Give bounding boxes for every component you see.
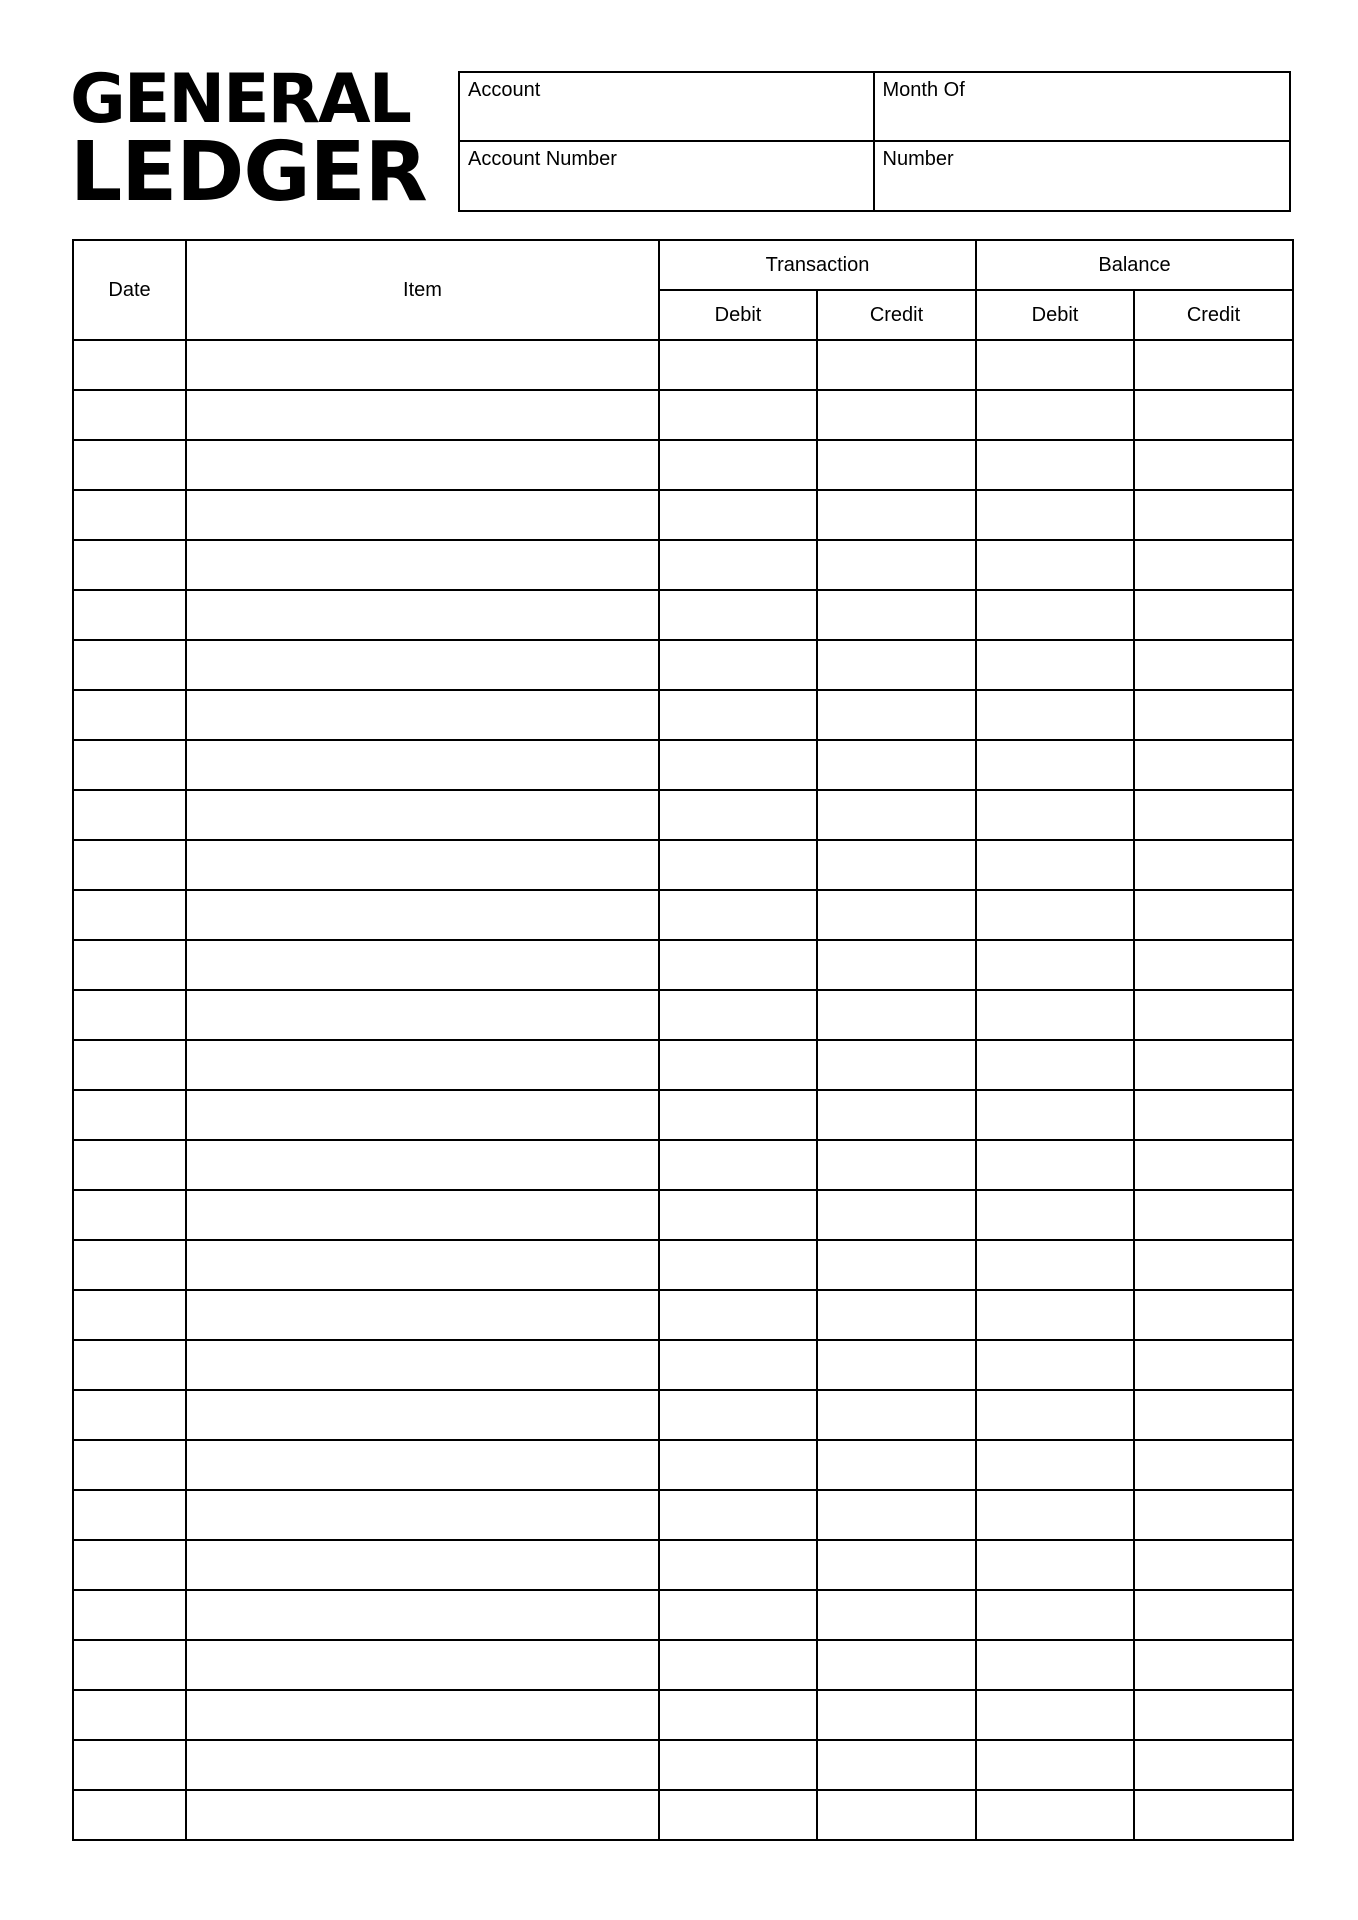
item-cell[interactable]: [186, 1090, 659, 1140]
date-cell[interactable]: [73, 640, 186, 690]
balance-credit-cell[interactable]: [1134, 1690, 1293, 1740]
ledger-row: [73, 1140, 1293, 1190]
transaction-credit-cell[interactable]: [817, 840, 976, 890]
balance-debit-cell[interactable]: [976, 1240, 1134, 1290]
balance-credit-cell[interactable]: [1134, 1290, 1293, 1340]
item-cell[interactable]: [186, 940, 659, 990]
transaction-debit-cell[interactable]: [659, 1640, 817, 1690]
transaction-debit-cell[interactable]: [659, 1040, 817, 1090]
ledger-row: [73, 1540, 1293, 1590]
header-transaction: Transaction: [659, 240, 976, 290]
balance-debit-cell[interactable]: [976, 1140, 1134, 1190]
item-cell[interactable]: [186, 1390, 659, 1440]
balance-credit-cell[interactable]: [1134, 1590, 1293, 1640]
transaction-debit-cell[interactable]: [659, 740, 817, 790]
ledger-row: [73, 740, 1293, 790]
transaction-debit-cell[interactable]: [659, 590, 817, 640]
date-cell[interactable]: [73, 1590, 186, 1640]
transaction-debit-cell[interactable]: [659, 1490, 817, 1540]
transaction-credit-cell[interactable]: [817, 1440, 976, 1490]
date-cell[interactable]: [73, 490, 186, 540]
ledger-body: [73, 340, 1293, 1840]
item-cell[interactable]: [186, 440, 659, 490]
item-cell[interactable]: [186, 640, 659, 690]
item-cell[interactable]: [186, 1490, 659, 1540]
item-cell[interactable]: [186, 690, 659, 740]
item-cell[interactable]: [186, 990, 659, 1040]
balance-debit-cell[interactable]: [976, 1540, 1134, 1590]
date-cell[interactable]: [73, 1240, 186, 1290]
month-of-label: Month Of: [882, 79, 965, 101]
ledger-row: [73, 440, 1293, 490]
transaction-debit-cell[interactable]: [659, 1140, 817, 1190]
ledger-row: [73, 1390, 1293, 1440]
balance-debit-cell[interactable]: [976, 1490, 1134, 1540]
ledger-row: [73, 1790, 1293, 1840]
date-cell[interactable]: [73, 540, 186, 590]
item-cell[interactable]: [186, 1690, 659, 1740]
transaction-credit-cell[interactable]: [817, 1740, 976, 1790]
balance-credit-cell[interactable]: [1134, 1540, 1293, 1590]
transaction-credit-cell[interactable]: [817, 1790, 976, 1840]
ledger-row: [73, 1690, 1293, 1740]
balance-debit-cell[interactable]: [976, 440, 1134, 490]
date-cell[interactable]: [73, 890, 186, 940]
ledger-row: [73, 590, 1293, 640]
balance-debit-cell[interactable]: [976, 1340, 1134, 1390]
ledger-row: [73, 390, 1293, 440]
balance-debit-cell[interactable]: [976, 1390, 1134, 1440]
item-cell[interactable]: [186, 1290, 659, 1340]
ledger-row: [73, 1190, 1293, 1240]
account-field[interactable]: [460, 73, 875, 142]
account-number-field[interactable]: [460, 142, 875, 211]
transaction-credit-cell[interactable]: [817, 540, 976, 590]
transaction-debit-cell[interactable]: [659, 1090, 817, 1140]
balance-credit-cell[interactable]: [1134, 490, 1293, 540]
transaction-debit-cell[interactable]: [659, 1190, 817, 1240]
balance-debit-cell[interactable]: [976, 1640, 1134, 1690]
date-cell[interactable]: [73, 590, 186, 640]
transaction-debit-cell[interactable]: [659, 890, 817, 940]
date-cell[interactable]: [73, 1140, 186, 1190]
balance-credit-cell[interactable]: [1134, 1190, 1293, 1240]
transaction-debit-cell[interactable]: [659, 540, 817, 590]
date-cell[interactable]: [73, 1690, 186, 1740]
balance-debit-cell[interactable]: [976, 640, 1134, 690]
item-cell[interactable]: [186, 1140, 659, 1190]
balance-credit-cell[interactable]: [1134, 740, 1293, 790]
balance-debit-cell[interactable]: [976, 890, 1134, 940]
balance-debit-cell[interactable]: [976, 1790, 1134, 1840]
transaction-debit-cell[interactable]: [659, 440, 817, 490]
balance-debit-cell[interactable]: [976, 940, 1134, 990]
balance-debit-cell[interactable]: [976, 1590, 1134, 1640]
ledger-row: [73, 1340, 1293, 1390]
transaction-credit-cell[interactable]: [817, 1590, 976, 1640]
transaction-credit-cell[interactable]: [817, 590, 976, 640]
ledger-row: [73, 890, 1293, 940]
date-cell[interactable]: [73, 690, 186, 740]
transaction-credit-cell[interactable]: [817, 940, 976, 990]
item-cell[interactable]: [186, 390, 659, 440]
item-cell[interactable]: [186, 1740, 659, 1790]
date-cell[interactable]: [73, 1490, 186, 1540]
ledger-row: [73, 1740, 1293, 1790]
transaction-debit-cell[interactable]: [659, 490, 817, 540]
balance-debit-cell[interactable]: [976, 1290, 1134, 1340]
ledger-row: [73, 640, 1293, 690]
balance-debit-cell[interactable]: [976, 690, 1134, 740]
transaction-debit-cell[interactable]: [659, 690, 817, 740]
date-cell[interactable]: [73, 1040, 186, 1090]
transaction-credit-cell[interactable]: [817, 890, 976, 940]
header-balance-credit: Credit: [1134, 290, 1293, 340]
balance-credit-cell[interactable]: [1134, 590, 1293, 640]
ledger-row: [73, 840, 1293, 890]
ledger-row: [73, 940, 1293, 990]
item-cell[interactable]: [186, 1440, 659, 1490]
date-cell[interactable]: [73, 1340, 186, 1390]
transaction-debit-cell[interactable]: [659, 1690, 817, 1740]
transaction-debit-cell[interactable]: [659, 1740, 817, 1790]
balance-credit-cell[interactable]: [1134, 690, 1293, 740]
transaction-credit-cell[interactable]: [817, 1290, 976, 1340]
transaction-debit-cell[interactable]: [659, 1390, 817, 1440]
transaction-debit-cell[interactable]: [659, 1340, 817, 1390]
transaction-debit-cell[interactable]: [659, 1440, 817, 1490]
item-cell[interactable]: [186, 840, 659, 890]
balance-credit-cell[interactable]: [1134, 1790, 1293, 1840]
balance-credit-cell[interactable]: [1134, 1140, 1293, 1190]
header-date: Date: [73, 240, 186, 340]
item-cell[interactable]: [186, 540, 659, 590]
balance-debit-cell[interactable]: [976, 490, 1134, 540]
ledger-row: [73, 990, 1293, 1040]
ledger-table: [72, 239, 1294, 1841]
account-number-label: Account Number: [468, 147, 617, 170]
item-cell[interactable]: [186, 1790, 659, 1840]
ledger-row: [73, 1590, 1293, 1640]
item-cell[interactable]: [186, 1540, 659, 1590]
balance-credit-cell[interactable]: [1134, 940, 1293, 990]
transaction-debit-cell[interactable]: [659, 340, 817, 390]
transaction-credit-cell[interactable]: [817, 1540, 976, 1590]
balance-credit-cell[interactable]: [1134, 790, 1293, 840]
balance-debit-cell[interactable]: [976, 1740, 1134, 1790]
transaction-credit-cell[interactable]: [817, 440, 976, 490]
balance-debit-cell[interactable]: [976, 790, 1134, 840]
balance-credit-cell[interactable]: [1134, 440, 1293, 490]
header-transaction-debit: Debit: [659, 290, 817, 340]
transaction-debit-cell[interactable]: [659, 390, 817, 440]
item-cell[interactable]: [186, 1590, 659, 1640]
balance-credit-cell[interactable]: [1134, 1640, 1293, 1690]
item-cell[interactable]: [186, 740, 659, 790]
transaction-credit-cell[interactable]: [817, 740, 976, 790]
transaction-credit-cell[interactable]: [817, 490, 976, 540]
balance-credit-cell[interactable]: [1134, 640, 1293, 690]
date-cell[interactable]: [73, 1090, 186, 1140]
date-cell[interactable]: [73, 740, 186, 790]
item-cell[interactable]: [186, 1040, 659, 1090]
ledger-row: [73, 1440, 1293, 1490]
ledger-row: [73, 540, 1293, 590]
transaction-credit-cell[interactable]: [817, 340, 976, 390]
item-cell[interactable]: [186, 1340, 659, 1390]
ledger-row: [73, 1290, 1293, 1340]
date-cell[interactable]: [73, 1190, 186, 1240]
date-cell[interactable]: [73, 440, 186, 490]
balance-debit-cell[interactable]: [976, 1440, 1134, 1490]
date-cell[interactable]: [73, 1740, 186, 1790]
transaction-credit-cell[interactable]: [817, 1090, 976, 1140]
transaction-debit-cell[interactable]: [659, 790, 817, 840]
date-cell[interactable]: [73, 1540, 186, 1590]
date-cell[interactable]: [73, 790, 186, 840]
account-info-box: [458, 71, 1291, 212]
header-balance: Balance: [976, 240, 1293, 290]
date-cell[interactable]: [73, 940, 186, 990]
date-cell[interactable]: [73, 340, 186, 390]
ledger-row: [73, 1490, 1293, 1540]
ledger-row: [73, 790, 1293, 840]
item-cell[interactable]: [186, 1190, 659, 1240]
date-cell[interactable]: [73, 1790, 186, 1840]
ledger-row: [73, 1640, 1293, 1690]
date-cell[interactable]: [73, 1640, 186, 1690]
balance-credit-cell[interactable]: [1134, 890, 1293, 940]
transaction-credit-cell[interactable]: [817, 1040, 976, 1090]
ledger-row: [73, 1040, 1293, 1090]
transaction-credit-cell[interactable]: [817, 690, 976, 740]
balance-credit-cell[interactable]: [1134, 540, 1293, 590]
balance-credit-cell[interactable]: [1134, 1740, 1293, 1790]
balance-credit-cell[interactable]: [1134, 1240, 1293, 1290]
ledger-row: [73, 1090, 1293, 1140]
transaction-debit-cell[interactable]: [659, 1290, 817, 1340]
balance-credit-cell[interactable]: [1134, 990, 1293, 1040]
balance-credit-cell[interactable]: [1134, 840, 1293, 890]
transaction-credit-cell[interactable]: [817, 1490, 976, 1540]
balance-debit-cell[interactable]: [976, 1690, 1134, 1740]
item-cell[interactable]: [186, 1240, 659, 1290]
transaction-credit-cell[interactable]: [817, 1390, 976, 1440]
header-row-top: [73, 240, 1293, 290]
transaction-debit-cell[interactable]: [659, 1790, 817, 1840]
page-title: [70, 60, 430, 220]
ledger-row: [73, 690, 1293, 740]
balance-credit-cell[interactable]: [1134, 1090, 1293, 1140]
item-cell[interactable]: [186, 490, 659, 540]
balance-debit-cell[interactable]: [976, 1040, 1134, 1090]
balance-debit-cell[interactable]: [976, 740, 1134, 790]
header-item: Item: [186, 240, 659, 340]
balance-credit-cell[interactable]: [1134, 1340, 1293, 1390]
transaction-debit-cell[interactable]: [659, 1540, 817, 1590]
balance-credit-cell[interactable]: [1134, 1490, 1293, 1540]
balance-debit-cell[interactable]: [976, 590, 1134, 640]
transaction-credit-cell[interactable]: [817, 1240, 976, 1290]
ledger-row: [73, 1240, 1293, 1290]
ledger-row: [73, 340, 1293, 390]
ledger-row: [73, 490, 1293, 540]
transaction-credit-cell[interactable]: [817, 1340, 976, 1390]
transaction-debit-cell[interactable]: [659, 640, 817, 690]
transaction-credit-cell[interactable]: [817, 1140, 976, 1190]
date-cell[interactable]: [73, 1440, 186, 1490]
balance-debit-cell[interactable]: [976, 990, 1134, 1040]
item-cell[interactable]: [186, 890, 659, 940]
item-cell[interactable]: [186, 790, 659, 840]
date-cell[interactable]: [73, 990, 186, 1040]
number-field[interactable]: [875, 142, 1290, 211]
balance-credit-cell[interactable]: [1134, 1440, 1293, 1490]
item-cell[interactable]: [186, 340, 659, 390]
balance-credit-cell[interactable]: [1134, 1390, 1293, 1440]
balance-credit-cell[interactable]: [1134, 1040, 1293, 1090]
transaction-debit-cell[interactable]: [659, 1240, 817, 1290]
item-cell[interactable]: [186, 1640, 659, 1690]
balance-credit-cell[interactable]: [1134, 340, 1293, 390]
balance-debit-cell[interactable]: [976, 540, 1134, 590]
transaction-credit-cell[interactable]: [817, 1690, 976, 1740]
number-label: Number: [882, 147, 954, 170]
balance-debit-cell[interactable]: [976, 340, 1134, 390]
header-transaction-credit: Credit: [817, 290, 976, 340]
balance-debit-cell[interactable]: [976, 1090, 1134, 1140]
transaction-credit-cell[interactable]: [817, 1190, 976, 1240]
month-of-field[interactable]: [875, 73, 1290, 142]
transaction-credit-cell[interactable]: [817, 790, 976, 840]
balance-credit-cell[interactable]: [1134, 390, 1293, 440]
transaction-credit-cell[interactable]: [817, 640, 976, 690]
title-line-general: GENERAL: [70, 60, 410, 139]
transaction-debit-cell[interactable]: [659, 840, 817, 890]
transaction-credit-cell[interactable]: [817, 990, 976, 1040]
transaction-credit-cell[interactable]: [817, 1640, 976, 1690]
title-line-ledger: LEDGER: [70, 125, 427, 220]
header-balance-debit: Debit: [976, 290, 1134, 340]
date-cell[interactable]: [73, 1290, 186, 1340]
balance-debit-cell[interactable]: [976, 840, 1134, 890]
transaction-credit-cell[interactable]: [817, 390, 976, 440]
date-cell[interactable]: [73, 390, 186, 440]
account-label: Account: [468, 79, 541, 101]
item-cell[interactable]: [186, 590, 659, 640]
transaction-debit-cell[interactable]: [659, 1590, 817, 1640]
balance-debit-cell[interactable]: [976, 1190, 1134, 1240]
transaction-debit-cell[interactable]: [659, 990, 817, 1040]
transaction-debit-cell[interactable]: [659, 940, 817, 990]
date-cell[interactable]: [73, 840, 186, 890]
date-cell[interactable]: [73, 1390, 186, 1440]
balance-debit-cell[interactable]: [976, 390, 1134, 440]
